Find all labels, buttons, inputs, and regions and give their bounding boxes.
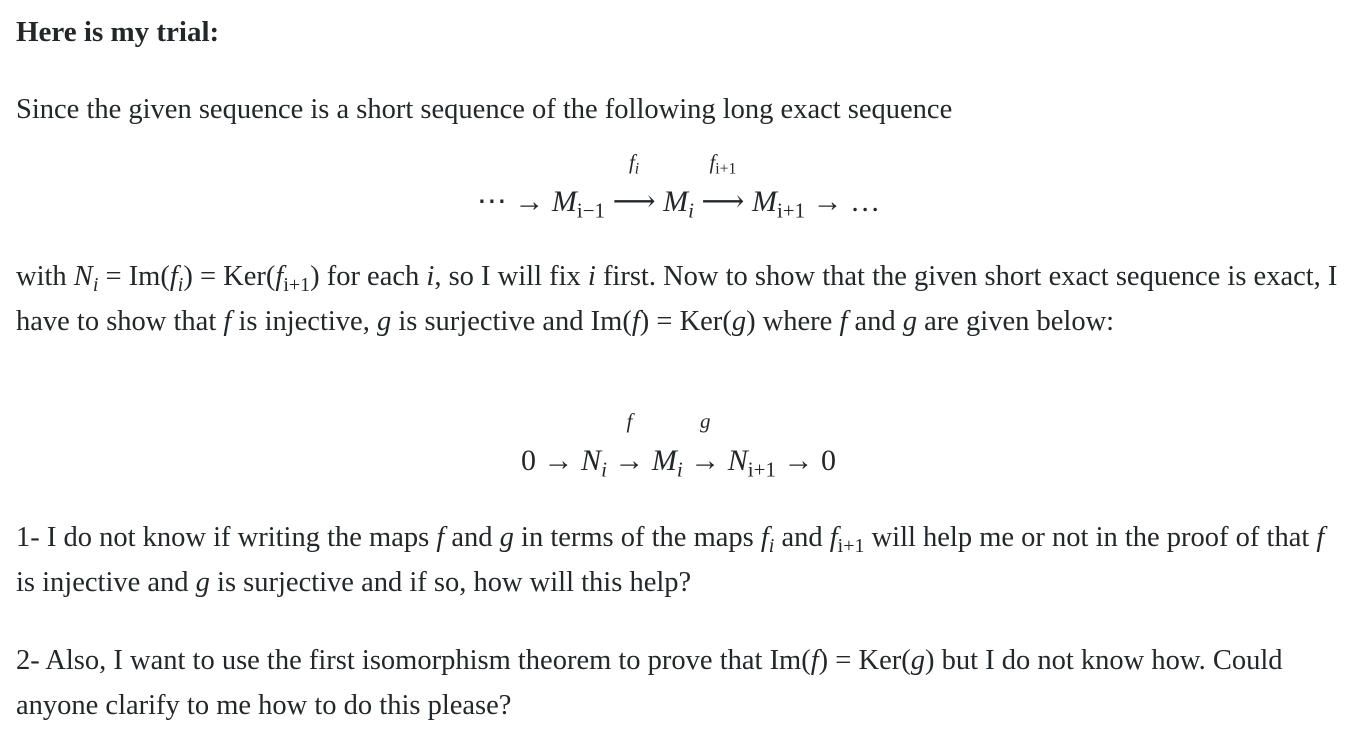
- intro-paragraph: Since the given sequence is a short sequence of the following long exact sequence: [16, 94, 953, 125]
- question-1-paragraph: 1- I do not know if writing the maps f and g in terms of the maps $f_i$ and $f_{i+1}$ will help me or not in the proof of that f is injective and g is surjective and if so, how will this help?: [16, 522, 1325, 598]
- question-2-paragraph: 2- Also, I want to use the first isomorphism theorem to prove that Im(f) = Ker(g) but I do not know how. Could anyone clarify to me how to do this please?: [16, 645, 1283, 721]
- ses-zero-left: 0 →: [521, 444, 574, 477]
- section-heading: Here is my trial:: [16, 16, 220, 48]
- seq-arrow-fnext: $f_{i+1}$ ⟶: [701, 150, 745, 218]
- long-exact-sequence: [16, 150, 1341, 223]
- short-exact-sequence: [16, 409, 1341, 482]
- ses-arrow-g: g →: [690, 409, 721, 477]
- seq-lead: ⋯ →: [476, 185, 545, 218]
- ses-N-i: $N_i$: [581, 444, 607, 482]
- definition-paragraph: with $N_i = Im(f_i) = Ker(f_{i+1})$ for each i, so I will fix i first. Now to show that the given short exact sequence is exact, I have to show that f is injective, g is surjective and Im(f) = Ker(g) where f and g are given below:: [16, 261, 1338, 337]
- seq-arrow-fi: $f_i$ ⟶: [612, 150, 656, 218]
- seq-M-prev: $M_{i-1}$: [551, 185, 606, 223]
- seq-M-i: $M_i$: [663, 185, 694, 223]
- ses-zero-right: → 0: [783, 444, 836, 477]
- ses-arrow-f: f →: [614, 409, 645, 477]
- seq-M-next: $M_{i+1}$: [751, 185, 806, 223]
- ses-M-i: $M_i$: [651, 444, 683, 482]
- ses-N-next: $N_{i+1}$: [727, 444, 776, 482]
- seq-trail: → …: [812, 185, 881, 218]
